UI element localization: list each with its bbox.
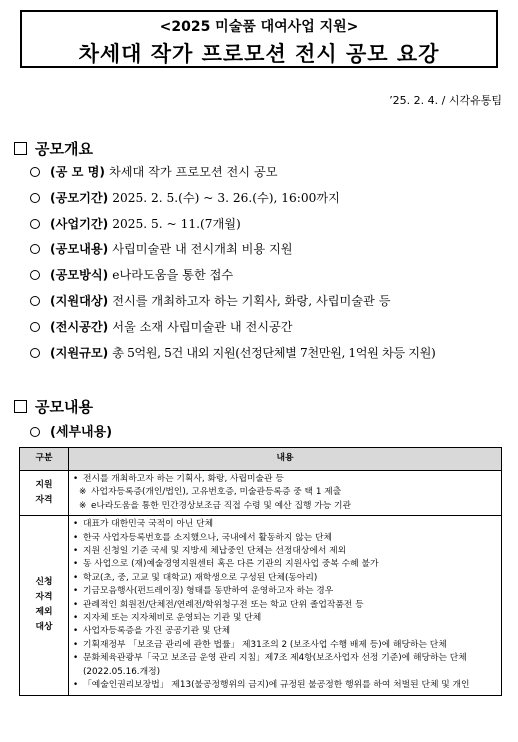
title-box [20,10,498,68]
document-subtitle: <2025 미술품 대여사업 지원> [159,19,359,35]
square-bullet-icon [14,142,27,155]
table-row [20,471,502,516]
overview-item-value: 서울 소재 사립미술관 내 전시공간 [112,319,293,334]
circle-bullet-icon [30,270,40,280]
list-item: ※ 사업자등록증(개인/법인), 고유번호증, 미술관등록증 중 택 1 제출 [73,486,497,499]
circle-bullet-icon [30,348,40,358]
list-item: • 기금모음행사(펀드레이징) 형태를 동반하여 운영하고자 하는 경우 [73,585,497,598]
overview-item [30,318,510,335]
overview-item-value: 차세대 작가 프로모션 전시 공모 [108,165,278,179]
circle-bullet-icon [30,296,40,306]
detail-heading: (세부내용) [30,421,510,440]
overview-item-value: 사립미술관 내 전시개최 비용 지원 [112,242,293,257]
table-header-content: 내용 [69,448,502,471]
list-item: • 학교(초, 중, 고교 및 대학교) 재학생으로 구성된 단체(동아리) [73,572,497,585]
square-bullet-icon [14,400,27,413]
list-item: • 관례적인 회원전/단체전/연례전/학위청구전 또는 학교 단위 졸업작품전 등 [73,599,497,612]
list-item: • 지원 신청일 기준 국세 및 지방세 체납중인 단체는 선정대상에서 제외 [73,545,497,558]
overview-item [30,215,510,232]
overview-item-label: (공 모 명) [50,165,105,179]
overview-item-value: 2025. 5. ~ 11.(7개월) [112,216,241,231]
overview-item-value: 2025. 2. 5.(수) ~ 3. 26.(수), 16:00까지 [112,190,340,205]
circle-bullet-icon [30,427,40,437]
list-item: • 문화체육관광부「국고 보조금 운영 관리 지침」제7조 제4항(보조사업자 선정 기준)에 해당하는 단체 (2022.05.16.개정) [73,652,497,679]
table-cell-category: 지원 자격 [20,471,69,516]
overview-item [30,189,510,206]
overview-item-label: (지원대상) [50,294,109,308]
overview-item [30,344,510,361]
detail-table [19,447,502,696]
circle-bullet-icon [30,167,40,177]
overview-item-label: (사업기간) [50,216,109,231]
table-cell-content [69,471,502,516]
section-content-heading: 공모내용 [14,396,93,417]
overview-item [30,240,510,257]
table-header-row [20,448,502,471]
overview-item [30,292,510,309]
list-item: • 동 사업으로 (재)예술경영지원센터 혹은 다른 기관의 지원사업 중복 수혜 불가 [73,558,497,571]
list-item: • 한국 사업자등록번호를 소지했으나, 국내에서 활동하지 않는 단체 [73,532,497,545]
overview-item-value: e나라도움을 통한 접수 [112,268,234,283]
overview-item-label: (공모내용) [50,242,109,257]
list-item: ※ e나라도움을 통한 민간경상보조금 직접 수령 및 예산 집행 가능 기관 [73,500,497,513]
overview-item-label: (공모방식) [50,268,109,283]
list-item: • 지자체 또는 지자체비로 운영되는 기관 및 단체 [73,612,497,625]
overview-item [30,266,510,283]
table-row [20,516,502,695]
circle-bullet-icon [30,244,40,254]
circle-bullet-icon [30,193,40,203]
table-cell-content [69,516,502,695]
circle-bullet-icon [30,322,40,332]
table-cell-category: 신청 자격 제외 대상 [20,516,69,695]
list-item: • 「예술인권리보장법」 제13(불공정행위의 금지)에 규정된 불공정한 행위를 하여 처벌된 단체 및 개인 [73,679,497,692]
table-header-category: 구분 [20,448,69,471]
overview-item-value: 총 5억원, 5건 내외 지원(선정단체별 7천만원, 1억원 차등 지원) [112,345,436,360]
document-title: 차세대 작가 프로모션 전시 공모 요강 [78,42,440,66]
date-line: ’25. 2. 4. / 시각유통팀 [389,94,502,107]
overview-item [30,163,510,180]
list-item: • 대표가 대한민국 국적이 아닌 단체 [73,518,497,531]
section-overview-heading: 공모개요 [14,138,93,159]
overview-item-label: (전시공간) [50,319,109,334]
list-item: • 사업자등록증을 가진 공공기관 및 단체 [73,625,497,638]
circle-bullet-icon [30,219,40,229]
list-item: • 전시를 개최하고자 하는 기획사, 화랑, 사립미술관 등 [73,473,497,486]
overview-item-value: 전시를 개최하고자 하는 기획사, 화랑, 사립미술관 등 [112,294,391,308]
overview-item-label: (지원규모) [50,345,109,360]
overview-item-label: (공모기간) [50,190,109,205]
list-item: • 기획재정부 「보조금 관리에 관한 법률」 제31조의 2 (보조사업 수행 배제 등)에 해당하는 단체 [73,639,497,652]
